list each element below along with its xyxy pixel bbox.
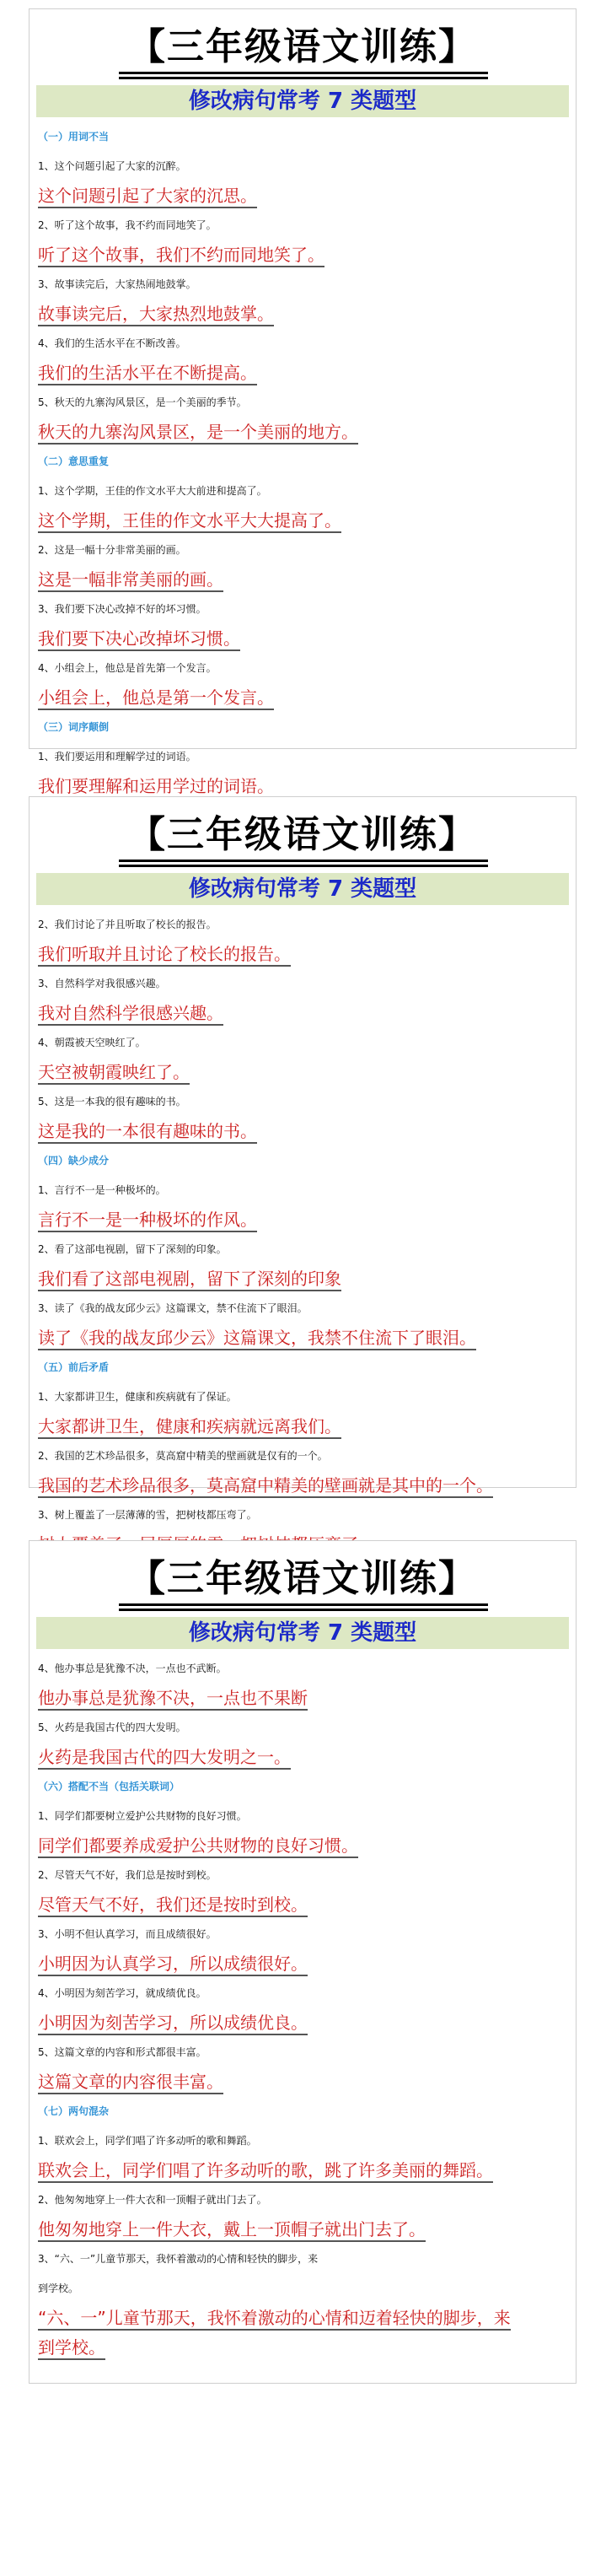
corrected-sentence-text: 尽管天气不好，我们还是按时到校。 xyxy=(38,1894,308,1917)
corrected-sentence-text: 小组会上，他总是第一个发言。 xyxy=(38,687,274,710)
faulty-sentence: 1、言行不一是一种极坏的。 xyxy=(38,1184,166,1196)
faulty-sentence: 4、我们的生活水平在不断改善。 xyxy=(38,337,186,349)
corrected-sentence-text: 我们看了这部电视剧，留下了深刻的印象 xyxy=(38,1268,341,1291)
faulty-sentence: 5、火药是我国古代的四大发明。 xyxy=(38,1722,186,1733)
corrected-sentence-text: 火药是我国古代的四大发明之一。 xyxy=(38,1746,291,1770)
faulty-sentence: 1、联欢会上，同学们唱了许多动听的歌和舞蹈。 xyxy=(38,2135,257,2147)
corrected-sentence-text: 我们的生活水平在不断提高。 xyxy=(38,362,257,385)
faulty-sentence: 2、我国的艺术珍品很多，莫高窟中精美的壁画就是仅有的一个。 xyxy=(38,1450,328,1462)
faulty-sentence: 3、读了《我的战友邱少云》这篇课文，禁不住流下了眼泪。 xyxy=(38,1302,308,1314)
corrected-sentence-text: 他办事总是犹豫不决，一点也不果断 xyxy=(38,1687,308,1711)
corrected-sentence xyxy=(29,358,576,388)
corrected-sentence xyxy=(29,1117,576,1146)
title-underline xyxy=(119,865,488,867)
corrected-sentence xyxy=(29,1412,576,1442)
faulty-sentence: 1、我们要运用和理解学过的词语。 xyxy=(38,751,196,763)
title-underline xyxy=(119,1609,488,1611)
section-heading: （六）搭配不当（包括关联词） xyxy=(38,1781,180,1792)
faulty-sentence: 3、树上覆盖了一层薄薄的雪，把树枝都压弯了。 xyxy=(38,1509,257,1521)
worksheet-page-2 xyxy=(29,796,577,1521)
corrected-sentence xyxy=(29,999,576,1028)
corrected-sentence xyxy=(29,2215,576,2245)
corrected-sentence xyxy=(29,1743,576,1772)
faulty-sentence: 2、他匆匆地穿上一件大衣和一顶帽子就出门去了。 xyxy=(38,2194,267,2206)
corrected-sentence-text: 天空被朝霞映红了。 xyxy=(38,1061,190,1085)
corrected-sentence-text: 大家都讲卫生，健康和疾病就远离我们。 xyxy=(38,1415,341,1439)
faulty-sentence: 2、听了这个故事，我不约而同地笑了。 xyxy=(38,219,217,231)
corrected-sentence-text: 我国的艺术珍品很多，莫高窟中精美的壁画就是其中的一个。 xyxy=(38,1474,493,1498)
page-subtitle: 修改病句常考 7 类题型 xyxy=(36,873,569,905)
exercise-list xyxy=(29,122,576,801)
corrected-sentence xyxy=(29,1684,576,1713)
faulty-sentence: 5、秋天的九寨沟风景区，是一个美丽的季节。 xyxy=(38,396,247,408)
corrected-sentence xyxy=(29,940,576,969)
faulty-sentence: 到学校。 xyxy=(38,2282,79,2294)
faulty-sentence: 4、他办事总是犹豫不决，一点也不武断。 xyxy=(38,1663,227,1674)
title-underline xyxy=(119,1603,488,1606)
corrected-sentence xyxy=(29,2067,576,2097)
corrected-sentence-text: 联欢会上，同学们唱了许多动听的歌，跳了许多美丽的舞蹈。 xyxy=(38,2159,493,2183)
corrected-sentence xyxy=(29,240,576,270)
corrected-sentence-text: 读了《我的战友邱少云》这篇课文，我禁不住流下了眼泪。 xyxy=(38,1327,476,1350)
corrected-sentence xyxy=(29,1323,576,1353)
corrected-sentence xyxy=(29,624,576,654)
corrected-sentence xyxy=(29,2304,576,2333)
section-heading: （五）前后矛盾 xyxy=(38,1361,110,1373)
faulty-sentence: 1、大家都讲卫生，健康和疾病就有了保证。 xyxy=(38,1391,237,1403)
worksheet-page-3 xyxy=(29,1540,577,2384)
faulty-sentence: 4、小组会上，他总是首先第一个发言。 xyxy=(38,662,217,674)
worksheet-page-1 xyxy=(29,8,577,796)
title-underline xyxy=(119,860,488,862)
page-header xyxy=(29,1541,576,1646)
faulty-sentence: 2、这是一幅十分非常美丽的画。 xyxy=(38,544,186,556)
corrected-sentence-text: 小明因为刻苦学习，所以成绩优良。 xyxy=(38,2012,308,2035)
corrected-sentence-text: 我们要理解和运用学过的词语。 xyxy=(38,775,274,799)
corrected-sentence-text: 这个问题引起了大家的沉思。 xyxy=(38,185,257,208)
corrected-sentence xyxy=(29,683,576,713)
corrected-sentence-text: 故事读完后，大家热烈地鼓掌。 xyxy=(38,303,274,326)
exercise-list xyxy=(29,910,576,1560)
faulty-sentence: 1、同学们都要树立爱护公共财物的良好习惯。 xyxy=(38,1810,247,1822)
section-heading: （三）词序颠倒 xyxy=(38,721,110,733)
corrected-sentence xyxy=(29,181,576,211)
corrected-sentence-text: 我们听取并且讨论了校长的报告。 xyxy=(38,943,291,967)
faulty-sentence: 2、看了这部电视剧，留下了深刻的印象。 xyxy=(38,1243,227,1255)
faulty-sentence: 3、故事读完后，大家热闹地鼓掌。 xyxy=(38,278,196,290)
corrected-sentence-text: 到学校。 xyxy=(38,2336,105,2360)
corrected-sentence-text: 我对自然科学很感兴趣。 xyxy=(38,1002,223,1026)
corrected-sentence-text: 这是一幅非常美丽的画。 xyxy=(38,569,223,592)
corrected-sentence xyxy=(29,1831,576,1861)
faulty-sentence: 1、这个学期，王佳的作文水平大大前进和提高了。 xyxy=(38,485,267,497)
corrected-sentence-text: 同学们都要养成爱护公共财物的良好习惯。 xyxy=(38,1835,358,1858)
corrected-sentence-text: 小明因为认真学习，所以成绩很好。 xyxy=(38,1953,308,1976)
corrected-sentence-text: “六、一”儿童节那天，我怀着激动的心情和迈着轻快的脚步，来 xyxy=(38,2307,511,2331)
corrected-sentence-text: 这篇文章的内容很丰富。 xyxy=(38,2071,223,2094)
corrected-sentence xyxy=(29,299,576,329)
corrected-sentence-text: 我们要下决心改掉坏习惯。 xyxy=(38,628,240,651)
exercise-list xyxy=(29,1654,576,2363)
section-heading: （一）用词不当 xyxy=(38,131,110,143)
faulty-sentence: 2、我们讨论了并且听取了校长的报告。 xyxy=(38,919,217,930)
page-subtitle: 修改病句常考 7 类题型 xyxy=(36,85,569,117)
corrected-sentence xyxy=(29,1058,576,1087)
corrected-sentence xyxy=(29,2156,576,2185)
faulty-sentence: 3、自然科学对我很感兴趣。 xyxy=(38,978,166,989)
faulty-sentence: 3、我们要下决心改掉不好的坏习惯。 xyxy=(38,603,206,615)
faulty-sentence: 5、这是一本我的很有趣味的书。 xyxy=(38,1096,186,1107)
section-heading: （四）缺少成分 xyxy=(38,1155,110,1167)
corrected-sentence-text: 这是我的一本很有趣味的书。 xyxy=(38,1120,257,1144)
page-title: 【三年级语文训练】 xyxy=(128,25,477,68)
title-underline xyxy=(119,77,488,79)
faulty-sentence: 4、小明因为刻苦学习，就成绩优良。 xyxy=(38,1987,206,1999)
page-header xyxy=(29,9,576,114)
corrected-sentence xyxy=(29,2008,576,2038)
corrected-sentence-text: 听了这个故事，我们不约而同地笑了。 xyxy=(38,244,324,267)
faulty-sentence: 3、“六、一”儿童节那天，我怀着激动的心情和轻快的脚步，来 xyxy=(38,2253,319,2265)
page-title: 【三年级语文训练】 xyxy=(128,1557,477,1600)
corrected-sentence-text: 他匆匆地穿上一件大衣，戴上一顶帽子就出门去了。 xyxy=(38,2218,426,2242)
section-heading: （七）两句混杂 xyxy=(38,2105,110,2117)
faulty-sentence: 2、尽管天气不好，我们总是按时到校。 xyxy=(38,1869,217,1881)
corrected-sentence-text: 言行不一是一种极坏的作风。 xyxy=(38,1209,257,1232)
page-title: 【三年级语文训练】 xyxy=(128,813,477,856)
corrected-sentence xyxy=(29,1471,576,1501)
faulty-sentence: 5、这篇文章的内容和形式都很丰富。 xyxy=(38,2046,206,2058)
corrected-sentence xyxy=(29,418,576,447)
corrected-sentence xyxy=(29,506,576,536)
faulty-sentence: 4、朝霞被天空映红了。 xyxy=(38,1037,146,1048)
corrected-sentence xyxy=(29,1890,576,1920)
corrected-sentence xyxy=(29,2333,576,2363)
corrected-sentence xyxy=(29,565,576,595)
page-header xyxy=(29,797,576,902)
corrected-sentence-text: 秋天的九寨沟风景区，是一个美丽的地方。 xyxy=(38,421,358,445)
faulty-sentence: 1、这个问题引起了大家的沉醉。 xyxy=(38,160,186,172)
page-subtitle: 修改病句常考 7 类题型 xyxy=(36,1617,569,1649)
section-heading: （二）意思重复 xyxy=(38,455,110,467)
corrected-sentence-text: 这个学期，王佳的作文水平大大提高了。 xyxy=(38,509,341,533)
title-underline xyxy=(119,72,488,74)
corrected-sentence xyxy=(29,1205,576,1235)
faulty-sentence: 3、小明不但认真学习，而且成绩很好。 xyxy=(38,1928,217,1940)
corrected-sentence xyxy=(29,1264,576,1294)
corrected-sentence xyxy=(29,1949,576,1979)
